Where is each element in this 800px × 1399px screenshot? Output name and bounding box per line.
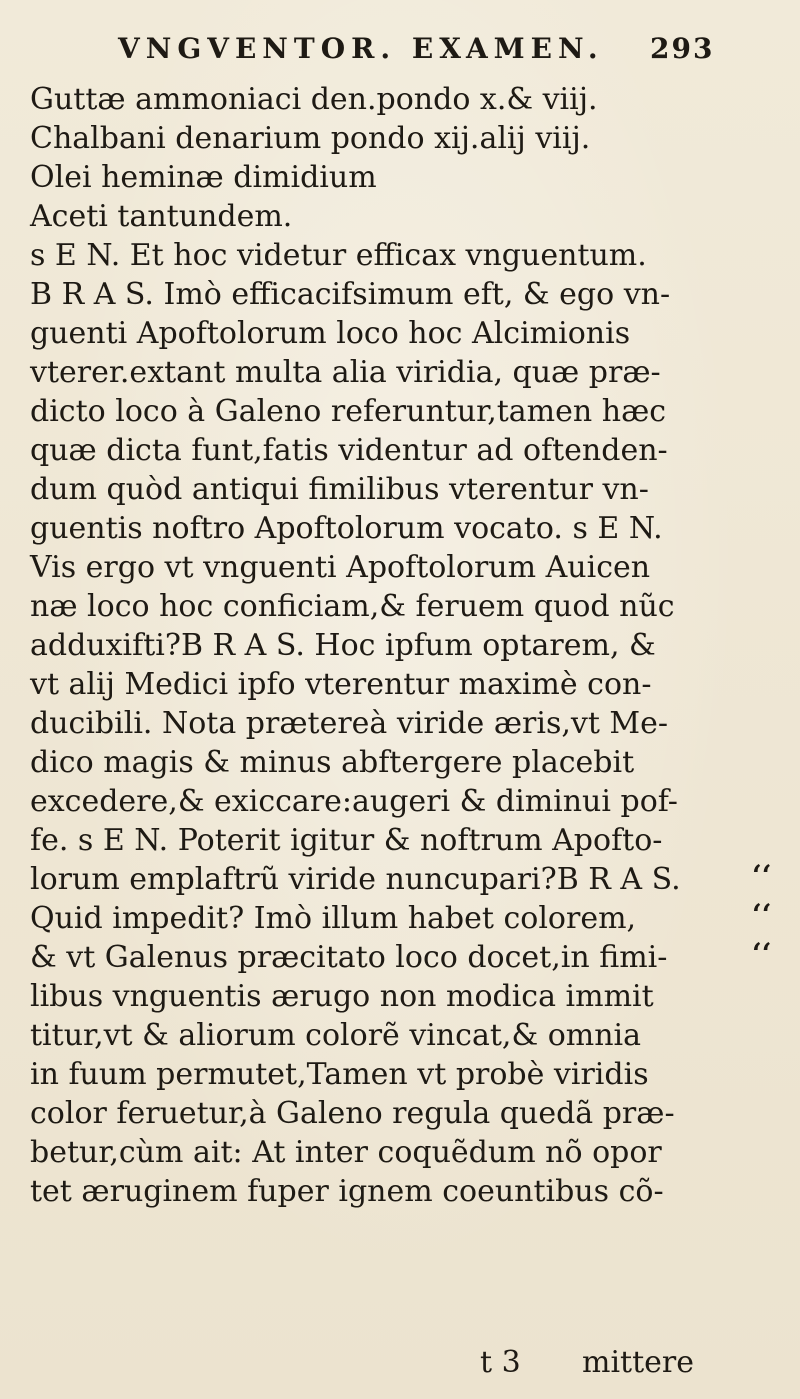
text-line: Chalbani denarium pondo xij.alij viij. [30,121,591,156]
text-line: vterer.extant multa alia viridia, quæ præ- [30,355,661,390]
quotation-mark: ‘‘ [752,937,772,970]
text-line: betur,cùm ait: At inter coquẽdum nõ opor [30,1135,662,1170]
text-line: titur,vt & aliorum colorẽ vincat,& omnia [30,1018,642,1053]
signature-mark: t 3 [480,1345,521,1380]
text-line: dico magis & minus abftergere placebit [30,745,635,780]
text-line: guenti Apoftolorum loco hoc Alcimionis [30,316,631,351]
catchword: mittere [582,1345,695,1380]
text-line: vt alij Medici ipfo vterentur maximè con- [30,667,652,702]
text-line: guentis noftro Apoftolorum vocato. s E N. [30,511,663,546]
text-line: color feruetur,à Galeno regula quedã præ- [30,1096,675,1131]
text-line: ducibili. Nota prætereà viride æris,vt Me- [30,706,669,741]
text-line: Quid impedit? Imò illum habet colorem, [30,901,637,936]
text-line: dicto loco à Galeno referuntur,tamen hæc [30,394,667,429]
body-text [30,80,730,1211]
text-line: tet æruginem fuper ignem coeuntibus cõ- [30,1174,664,1209]
text-line: in fuum permutet,Tamen vt probè viridis [30,1057,649,1092]
text-line: B R A S. Imò efficacifsimum eft, & ego vn- [30,277,671,312]
text-line: Olei heminæ dimidium [30,160,377,195]
text-line: quæ dicta funt,fatis videntur ad oftenden- [30,433,668,468]
text-line: Aceti tantundem. [30,199,293,234]
text-line: adduxifti?B R A S. Hoc ipfum optarem, & [30,628,656,663]
quotation-marks [752,856,792,973]
text-line: dum quòd antiqui fimilibus vterentur vn- [30,472,649,507]
text-line: næ loco hoc conficiam,& feruem quod nũc [30,589,675,624]
text-line: & vt Galenus præcitato loco docet,in fimi- [30,940,668,975]
quotation-mark: ‘‘ [752,898,772,931]
text-line: Guttæ ammoniaci den.pondo x.& viij. [30,82,598,117]
text-line: libus vnguentis ærugo non modica immit [30,979,654,1014]
running-title: VNGVENTOR. EXAMEN. [118,32,604,65]
text-line: Vis ergo vt vnguenti Apoftolorum Auicen [30,550,651,585]
text-line: lorum emplaftrũ viride nuncupari?B R A S. [30,862,681,897]
text-line: fe. s E N. Poterit igitur & noftrum Apofto- [30,823,663,858]
quotation-mark: ‘‘ [752,859,772,892]
running-head [0,32,800,72]
signature-line [0,1345,800,1385]
text-line: excedere,& exiccare:augeri & diminui pof- [30,784,678,819]
text-line: s E N. Et hoc videtur efficax vnguentum. [30,238,647,273]
page-number: 293 [650,32,715,65]
